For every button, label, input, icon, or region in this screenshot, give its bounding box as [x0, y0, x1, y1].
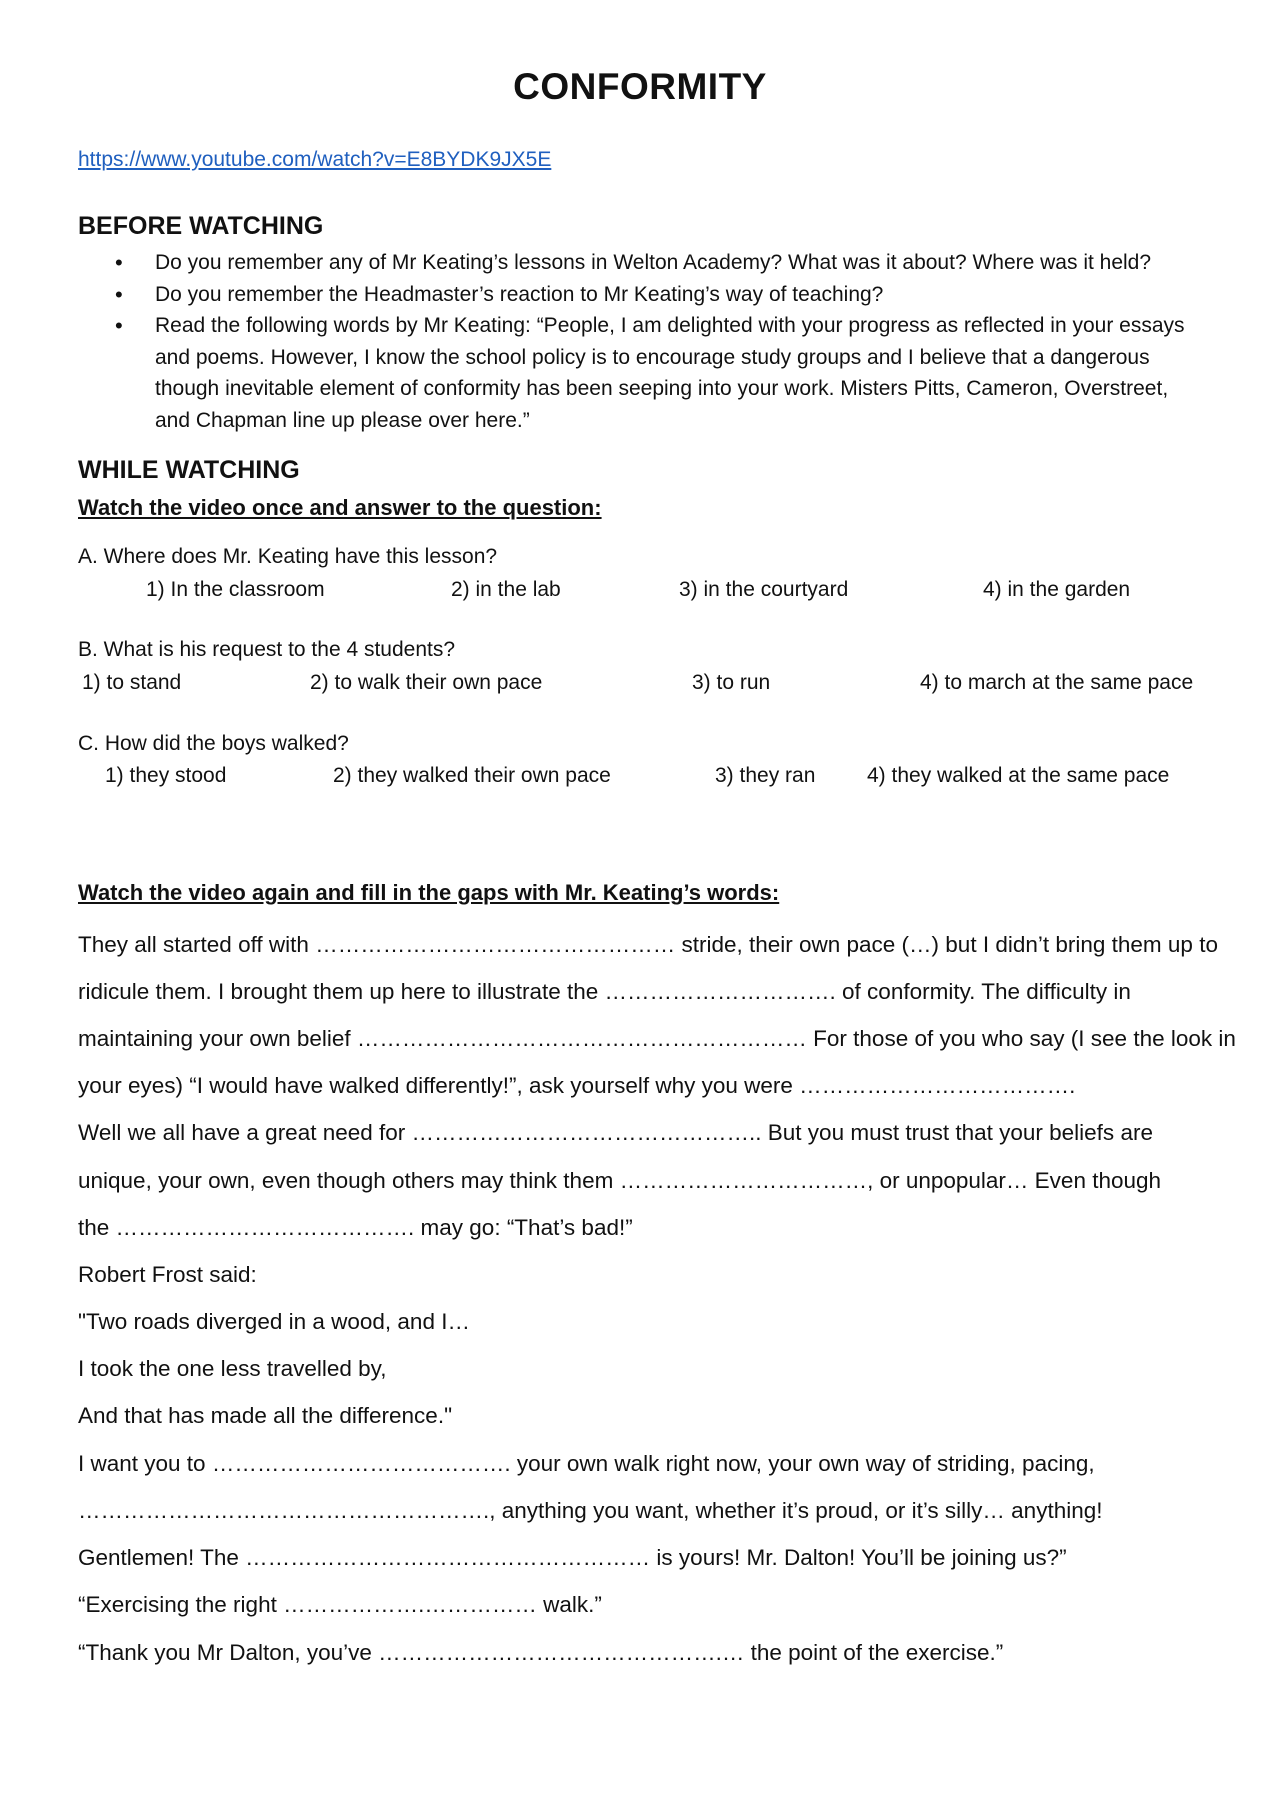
question-a-option-4: 4) in the garden	[983, 578, 1131, 601]
question-b-option-1: 1) to stand	[82, 671, 182, 694]
gap-line: ………………………………………………., anything you want, whether it’s proud, or it’s silly… anything!	[78, 1498, 1103, 1523]
gap-line: I want you to …………………………………. your own walk right now, your own way of striding, pacing,	[78, 1451, 1095, 1476]
gap-line: Robert Frost said:	[78, 1262, 257, 1287]
gap-line: Gentlemen! The ……………………………………………… is yours! Mr. Dalton! You’ll be joining us?”	[78, 1545, 1067, 1570]
youtube-link[interactable]: https://www.youtube.com/watch?v=E8BYDK9JX5E	[78, 148, 552, 171]
question-a-option-2: 2) in the lab	[451, 578, 561, 601]
question-b: B. What is his request to the 4 students?	[78, 638, 456, 661]
gap-line: I took the one less travelled by,	[78, 1356, 387, 1381]
list-item: • Do you remember any of Mr Keating’s lessons in Welton Academy? What was it about? Where was it held?	[115, 247, 1205, 279]
gap-line: “Thank you Mr Dalton, you’ve ……………………………………….… the point of the exercise.”	[78, 1640, 1004, 1665]
question-b-option-3: 3) to run	[692, 671, 771, 694]
gap-line: They all started off with ………………………………………… stride, their own pace (…) but I didn’t bring them up to	[78, 932, 1218, 957]
gap-line: And that has made all the difference."	[78, 1403, 453, 1428]
gap-line: “Exercising the right ……………….…………… walk.”	[78, 1592, 602, 1617]
gap-line: ridicule them. I brought them up here to illustrate the …………………………. of conformity. The difficulty in	[78, 979, 1131, 1004]
question-c-option-2: 2) they walked their own pace	[333, 764, 611, 787]
gap-line: your eyes) “I would have walked differently!”, ask yourself why you were ……………………………….	[78, 1073, 1076, 1098]
gap-line: the …………………………………. may go: “That’s bad!”	[78, 1215, 633, 1240]
gap-line: "Two roads diverged in a wood, and I…	[78, 1309, 470, 1334]
question-a-option-1: 1) In the classroom	[146, 578, 325, 601]
instruction-once: Watch the video once and answer to the question:	[78, 495, 602, 520]
question-c-option-3: 3) they ran	[715, 764, 816, 787]
question-c-option-1: 1) they stood	[105, 764, 227, 787]
gap-line: maintaining your own belief …………………………………………………… For those of you who say (I see the look in	[78, 1026, 1236, 1051]
question-b-option-4: 4) to march at the same pace	[920, 671, 1194, 694]
gap-line: unique, your own, even though others may think them ……………………………, or unpopular… Even though	[78, 1168, 1162, 1193]
question-a-option-3: 3) in the courtyard	[679, 578, 849, 601]
question-a: A. Where does Mr. Keating have this lesson?	[78, 545, 498, 568]
question-b-option-2: 2) to walk their own pace	[310, 671, 543, 694]
gap-line: Well we all have a great need for ……………………………………….. But you must trust that your beliefs are	[78, 1120, 1153, 1145]
question-c: C. How did the boys walked?	[78, 732, 349, 755]
instruction-again: Watch the video again and fill in the gaps with Mr. Keating’s words:	[78, 880, 780, 905]
before-watching-heading: BEFORE WATCHING	[78, 212, 324, 240]
list-item: • Read the following words by Mr Keating: “People, I am delighted with your progress as reflected in your essays and poems. However, I know the school policy is to encourage study groups and I believe that a dangerous though inevitable element of conformity has been seeping into your work. Misters Pitts, Cameron, Overstreet, and Chapman line up please over here.”	[115, 310, 1205, 436]
question-c-option-4: 4) they walked at the same pace	[867, 764, 1170, 787]
before-watching-list	[115, 247, 1205, 436]
list-item: • Do you remember the Headmaster’s reaction to Mr Keating’s way of teaching?	[115, 279, 1205, 311]
page-title: CONFORMITY	[513, 66, 767, 107]
while-watching-heading: WHILE WATCHING	[78, 456, 300, 484]
